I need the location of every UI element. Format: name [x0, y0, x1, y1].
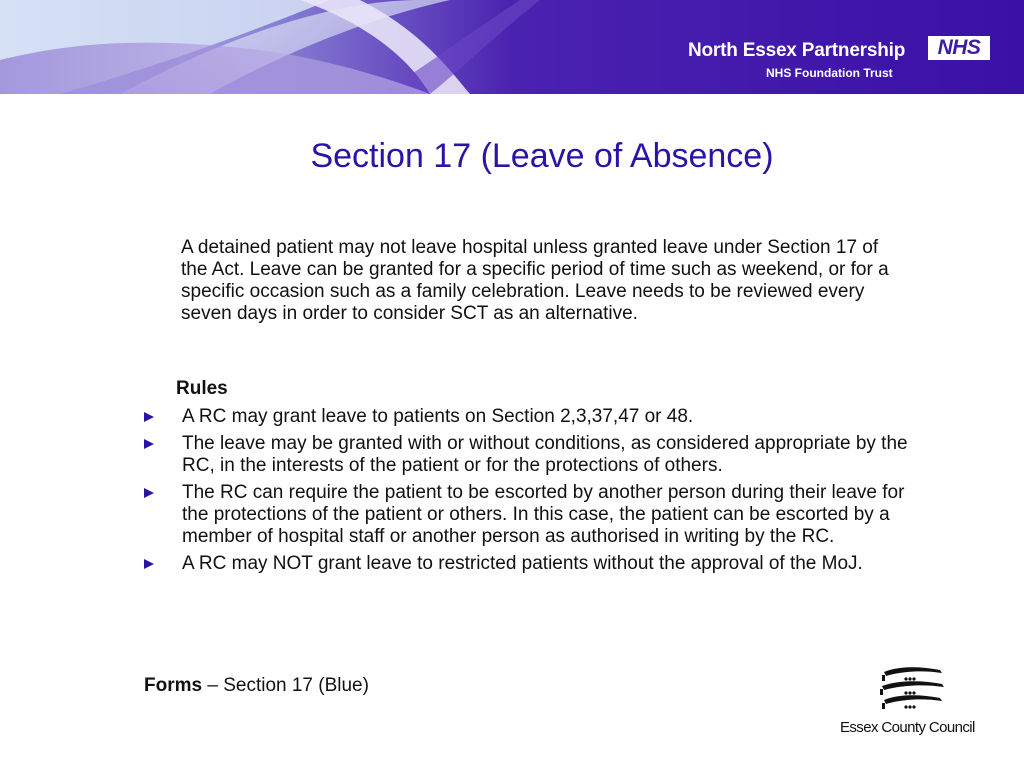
- rules-list: [144, 406, 914, 580]
- slide-title: Section 17 (Leave of Absence): [310, 137, 774, 175]
- header-banner: [0, 0, 1024, 94]
- nhs-logo-text: NHS: [937, 36, 981, 59]
- bullet-arrow-icon: [144, 559, 154, 569]
- rule-item: [144, 553, 914, 575]
- rules-heading: Rules: [176, 378, 228, 399]
- intro-paragraph: A detained patient may not leave hospital unless granted leave under Section 17 of the Act. Leave can be granted for a specific period of time such as weekend, or for a specific occasion such as a family celebration. Leave needs to be reviewed every seven days in order to consider SCT as an alternative.: [181, 237, 889, 324]
- bullet-arrow-icon: [144, 439, 154, 449]
- forms-text: – Section 17 (Blue): [202, 675, 369, 696]
- rule-item: [144, 482, 914, 548]
- forms-line: [144, 675, 369, 697]
- essex-seaxes-icon: [880, 666, 946, 714]
- council-name: Essex County Council: [840, 719, 975, 736]
- bullet-arrow-icon: [144, 488, 154, 498]
- rule-item: [144, 433, 914, 477]
- bullet-arrow-icon: [144, 412, 154, 422]
- org-subtitle: NHS Foundation Trust: [766, 66, 893, 80]
- rule-text: The RC can require the patient to be escorted by another person during their leave for the protections of the patient or others. In this case, the patient can be escorted by a member of hospital staff or another person as authorised in writing by the RC.: [182, 482, 905, 547]
- rule-item: [144, 406, 914, 428]
- rule-text: The leave may be granted with or without conditions, as considered appropriate by the RC, in the interests of the patient or for the protections of others.: [182, 433, 908, 476]
- org-name: North Essex Partnership: [688, 40, 906, 61]
- rule-text: A RC may NOT grant leave to restricted patients without the approval of the MoJ.: [182, 553, 863, 574]
- nhs-logo: [928, 36, 990, 60]
- rule-text: A RC may grant leave to patients on Section 2,3,37,47 or 48.: [182, 406, 694, 427]
- forms-label: Forms: [144, 675, 203, 696]
